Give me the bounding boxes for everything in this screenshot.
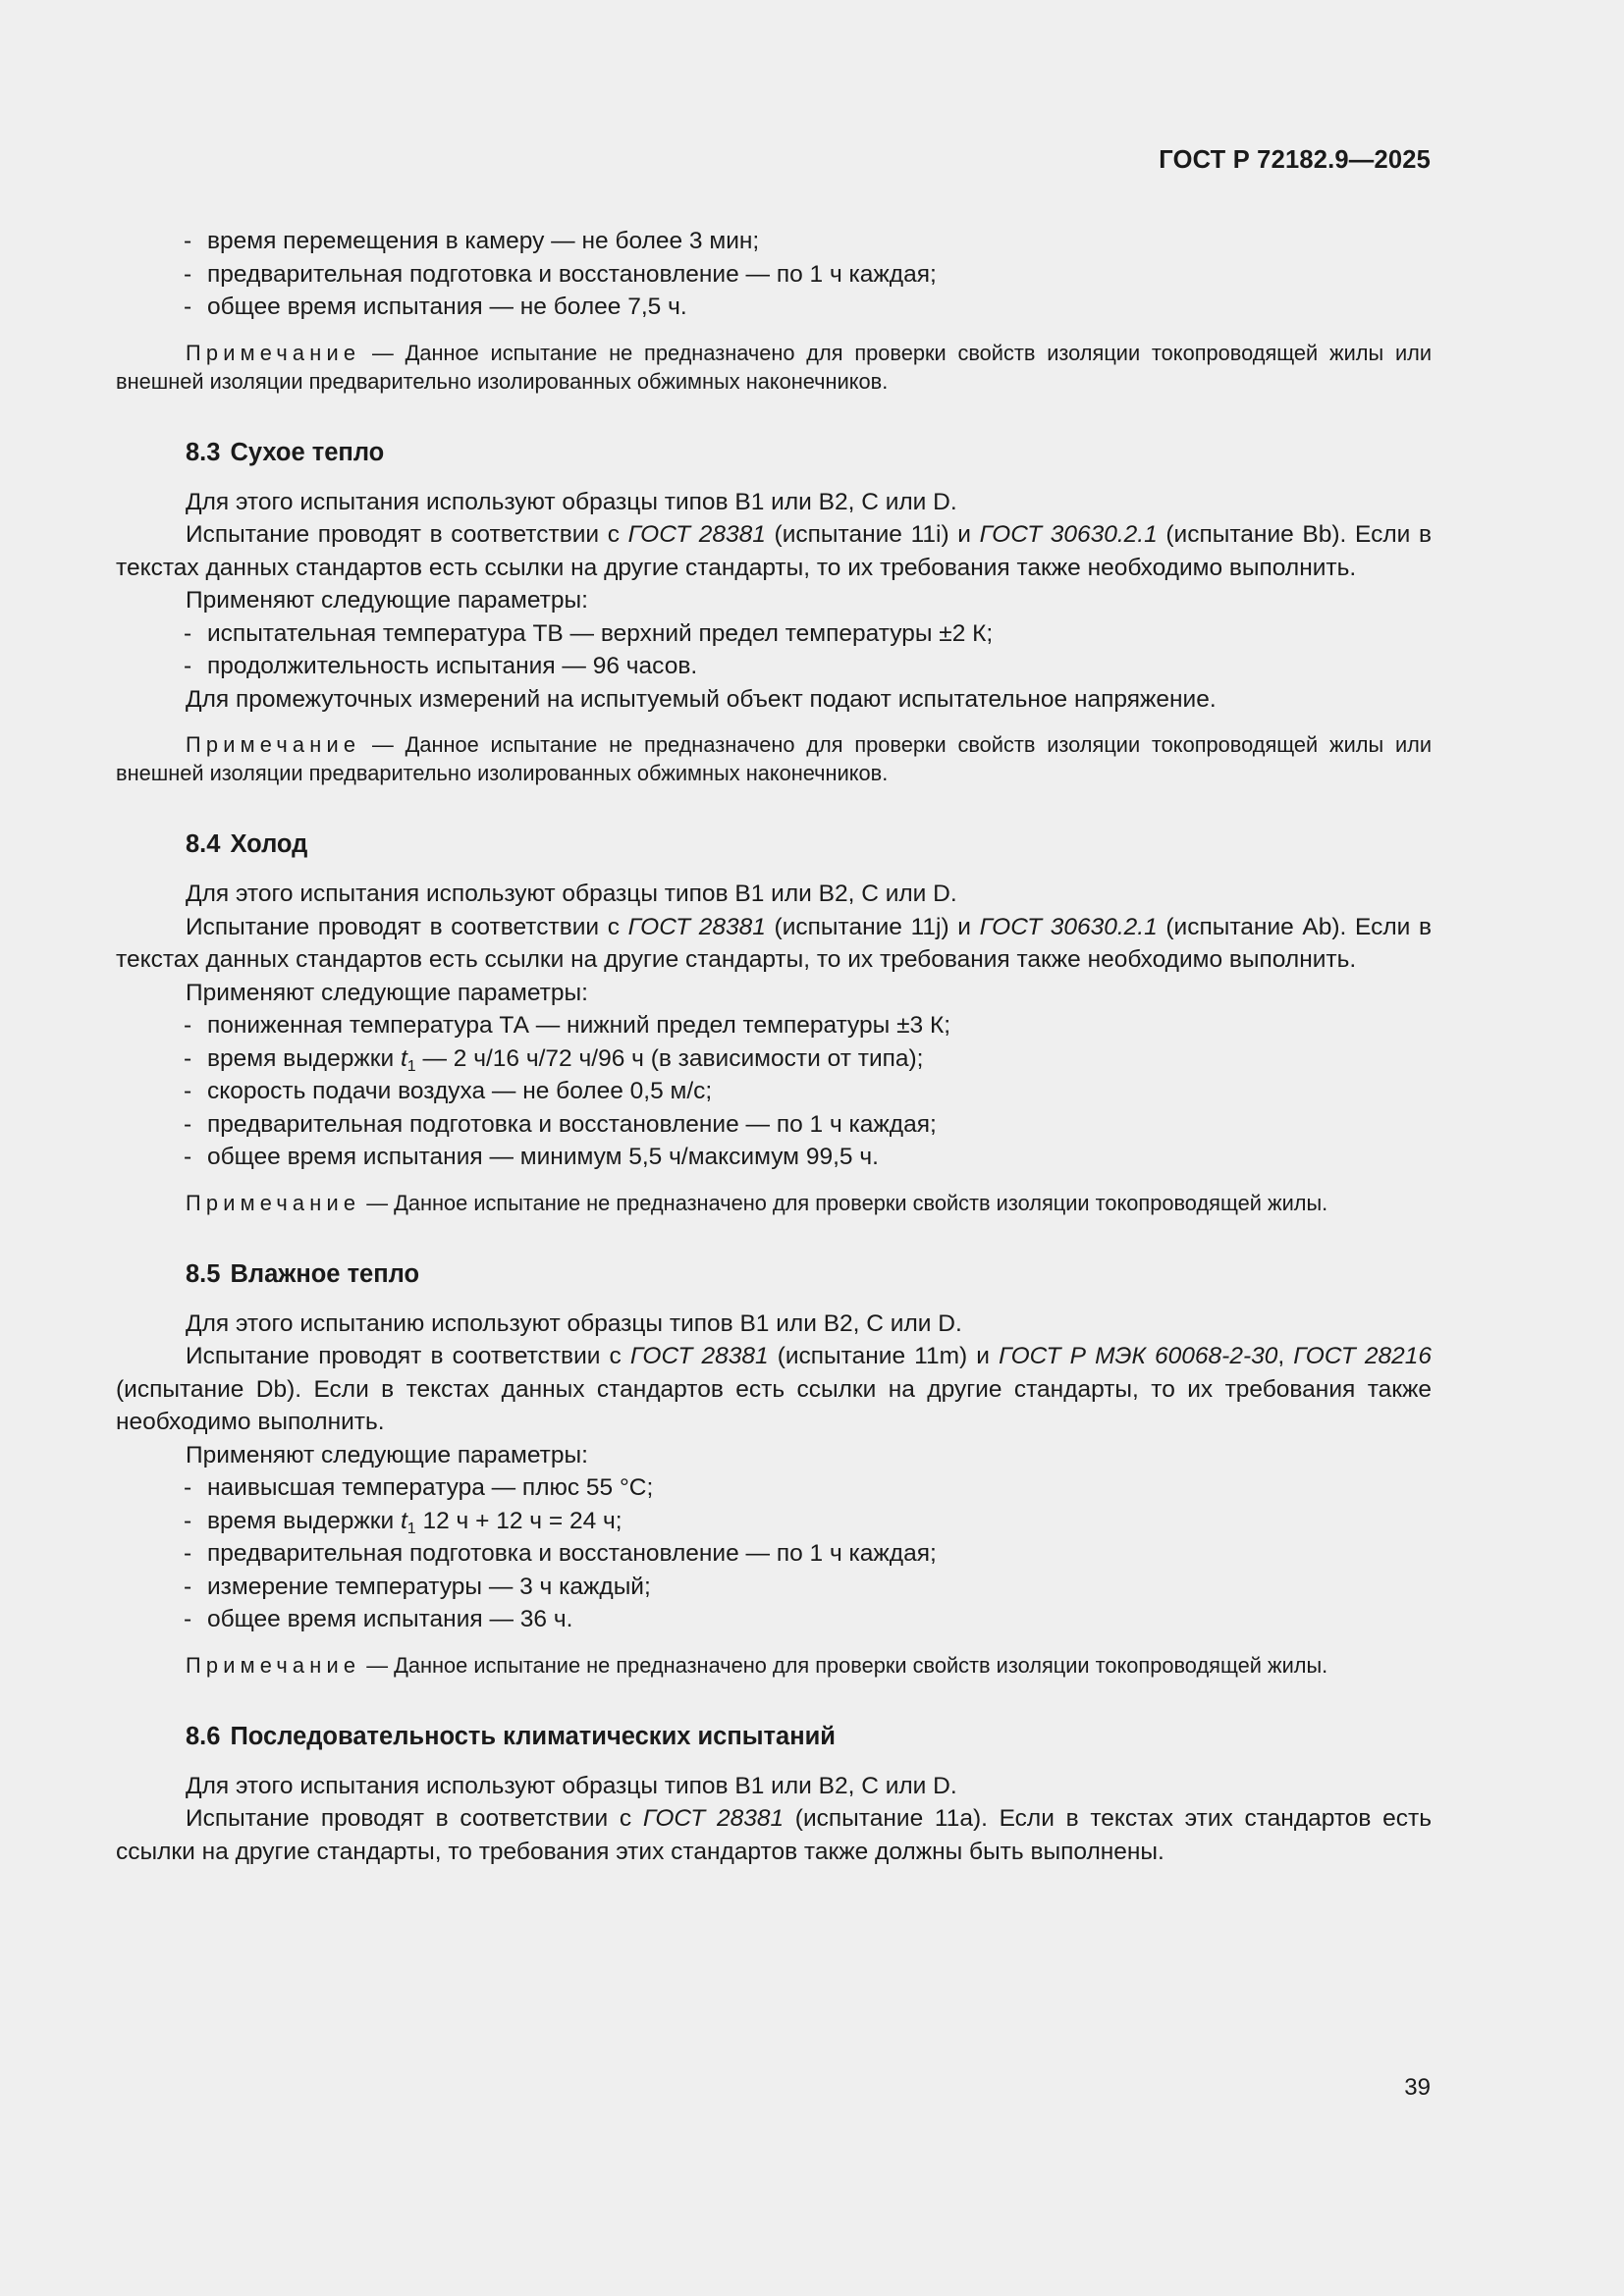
list-item: - общее время испытания — 36 ч. — [116, 1603, 1432, 1636]
standard-reference: ГОСТ 30630.2.1 — [979, 913, 1158, 940]
list-dash: - — [184, 1044, 192, 1072]
paragraph: Для промежуточных измерений на испытуемый объект подают испытательное напряжение. — [186, 685, 1217, 713]
symbol-t: t — [400, 1044, 407, 1072]
list-item: - пониженная температура ТА — нижний предел температуры ±3 К; — [116, 1009, 1432, 1042]
note-label: Примечание — [186, 340, 361, 365]
list-dash: - — [184, 1606, 192, 1632]
paragraph: Испытание проводят в соответствии с ГОСТ 28381 (испытание 11i) и ГОСТ 30630.2.1 (испытание Bb). Если в текстах данных стандартов есть ссылки на другие стандарты, то их требования также необходимо выполнить. — [116, 521, 1432, 581]
standard-reference: ГОСТ 28381 — [642, 1805, 785, 1832]
standard-reference: ГОСТ 28216 — [1293, 1343, 1432, 1369]
section-heading-8-6: 8.6 Последовательность климатических испытаний — [186, 1722, 836, 1750]
list-dash: - — [184, 228, 192, 254]
page-content — [116, 225, 1432, 1868]
paragraph: Испытание проводят в соответствии с ГОСТ 28381 (испытание 11а). Если в текстах этих стандартов есть ссылки на другие стандарты, то требования этих стандартов также должны быть выполнены. — [116, 1805, 1432, 1865]
note-paragraph: Примечание — Данное испытание не предназначено для проверки свойств изоляции токопроводящей жилы. — [186, 1190, 1328, 1215]
paragraph: Испытание проводят в соответствии с ГОСТ 28381 (испытание 11m) и ГОСТ Р МЭК 60068-2-30, ГОСТ 28216 (испытание Db). Если в текстах данных стандартов есть ссылки на другие стандарты, то их требования также необходимо выполнить. — [116, 1343, 1432, 1435]
standard-reference: ГОСТ 28381 — [627, 913, 766, 940]
list-item: - наивысшая температура — плюс 55 °С; — [116, 1471, 1432, 1505]
symbol-t: t — [400, 1507, 407, 1534]
page-number: 39 — [1404, 2074, 1431, 2101]
section-heading-8-4: 8.4 Холод — [186, 830, 308, 858]
list-dash: - — [184, 1573, 192, 1600]
standard-reference: ГОСТ 28381 — [627, 521, 766, 548]
list-item: - скорость подачи воздуха — не более 0,5 м/с; — [116, 1075, 1432, 1108]
list-item: - измерение температуры — 3 ч каждый; — [116, 1571, 1432, 1604]
list-item: - предварительная подготовка и восстановление — по 1 ч каждая; — [116, 258, 1432, 292]
list-dash: - — [184, 1012, 192, 1039]
list-dash: - — [184, 294, 192, 320]
standard-reference: ГОСТ 30630.2.1 — [979, 521, 1158, 548]
list-item: - предварительная подготовка и восстановление — по 1 ч каждая; — [116, 1108, 1432, 1142]
list-item: - продолжительность испытания — 96 часов. — [116, 650, 1432, 683]
list-item: - испытательная температура ТВ — верхний предел температуры ±2 К; — [116, 617, 1432, 651]
paragraph: Для этого испытания используют образцы типов В1 или В2, С или D. — [186, 1772, 957, 1799]
list-dash: - — [184, 1474, 192, 1501]
list-dash: - — [184, 1144, 192, 1170]
paragraph: Применяют следующие параметры: — [186, 1441, 588, 1468]
note-paragraph: Примечание — Данное испытание не предназначено для проверки свойств изоляции токопроводящей жилы. — [186, 1652, 1328, 1678]
paragraph: Для этого испытания используют образцы типов В1 или В2, С или D. — [186, 881, 957, 907]
note-label: Примечание — [186, 732, 361, 757]
paragraph: Применяют следующие параметры: — [186, 979, 588, 1006]
list-dash: - — [184, 1110, 192, 1138]
symbol-subscript: 1 — [406, 1057, 416, 1075]
list-dash: - — [184, 260, 192, 288]
note-paragraph: Примечание — Данное испытание не предназначено для проверки свойств изоляции токопроводящей жилы или внешней изоляции предварительно изолированных обжимных наконечников. — [116, 340, 1433, 394]
standard-reference: ГОСТ Р МЭК 60068-2-30 — [999, 1343, 1278, 1369]
standard-reference: ГОСТ 28381 — [629, 1343, 769, 1369]
paragraph: Испытание проводят в соответствии с ГОСТ 28381 (испытание 11j) и ГОСТ 30630.2.1 (испытание Ab). Если в текстах данных стандартов есть ссылки на другие стандарты, то их требования также необходимо выполнить. — [116, 913, 1432, 973]
note-label: Примечание — [186, 1190, 361, 1215]
list-dash: - — [184, 1078, 192, 1104]
list-dash: - — [184, 1507, 192, 1534]
list-item: - общее время испытания — минимум 5,5 ч/максимум 99,5 ч. — [116, 1141, 1432, 1174]
list-item: - время выдержки $t_1$ 12 ч + 12 ч = 24 ч; — [116, 1505, 1432, 1538]
document-id-header: ГОСТ Р 72182.9—2025 — [1159, 146, 1431, 174]
list-dash: - — [184, 653, 192, 679]
list-dash: - — [184, 1540, 192, 1567]
section-heading-8-5: 8.5 Влажное тепло — [186, 1259, 420, 1288]
list-item: - общее время испытания — не более 7,5 ч. — [116, 291, 1432, 324]
note-paragraph: Примечание — Данное испытание не предназначено для проверки свойств изоляции токопроводящей жилы или внешней изоляции предварительно изолированных обжимных наконечников. — [116, 732, 1433, 785]
note-label: Примечание — [186, 1652, 361, 1678]
symbol-subscript: 1 — [406, 1520, 416, 1537]
list-item: - время перемещения в камеру — не более 3 мин; — [116, 225, 1432, 258]
list-item: - время выдержки $t_1$ — 2 ч/16 ч/72 ч/96 ч (в зависимости от типа); — [116, 1042, 1432, 1076]
paragraph: Применяют следующие параметры: — [186, 587, 588, 614]
paragraph: Для этого испытанию используют образцы типов В1 или В2, С или D. — [186, 1309, 962, 1337]
section-heading-8-3: 8.3 Сухое тепло — [186, 438, 385, 466]
paragraph: Для этого испытания используют образцы типов В1 или В2, С или D. — [186, 488, 957, 515]
list-item: - предварительная подготовка и восстановление — по 1 ч каждая; — [116, 1537, 1432, 1571]
list-dash: - — [184, 619, 192, 647]
